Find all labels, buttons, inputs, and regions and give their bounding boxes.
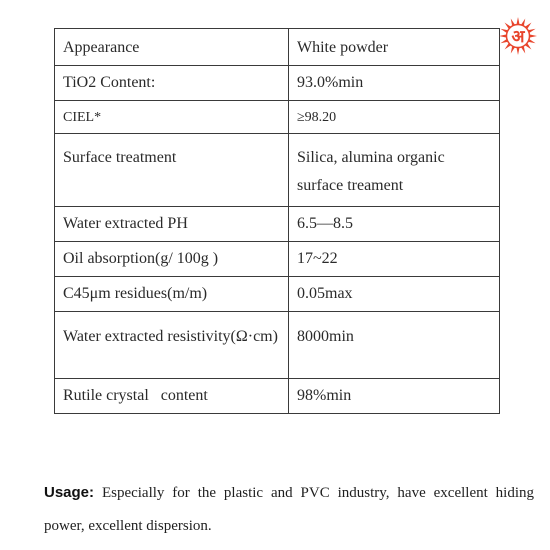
logo-ray	[517, 48, 520, 55]
value-cell: Silica, alumina organic surface treament	[289, 134, 500, 207]
logo-glyph: अ	[511, 27, 525, 47]
property-cell: Oil absorption(g/ 100g )	[55, 242, 289, 277]
table-row	[55, 379, 500, 414]
usage-text: Especially for the plastic and PVC industry, have excellent hiding power, excellent dispersion.	[44, 485, 535, 534]
logo-ray	[517, 17, 520, 24]
property-cell: Rutile crystal content	[55, 379, 289, 414]
value-cell: 17~22	[289, 242, 500, 277]
table-row	[55, 277, 500, 312]
table-row	[55, 242, 500, 277]
property-cell: C45μm residues(m/m)	[55, 277, 289, 312]
value-cell: 0.05max	[289, 277, 500, 312]
table-row	[55, 29, 500, 66]
usage-paragraph	[44, 476, 534, 543]
table-row	[55, 312, 500, 379]
value-cell: 93.0%min	[289, 66, 500, 101]
table-row	[55, 207, 500, 242]
usage-label: Usage:	[44, 484, 95, 501]
table-row	[55, 134, 500, 207]
value-cell: 6.5—8.5	[289, 207, 500, 242]
value-cell: White powder	[289, 29, 500, 66]
spec-table	[54, 28, 500, 414]
value-cell: ≥98.20	[289, 101, 500, 134]
table-row	[55, 66, 500, 101]
property-cell: CIEL*	[55, 101, 289, 134]
table-row	[55, 101, 500, 134]
logo-ray	[499, 35, 506, 38]
value-cell: 98%min	[289, 379, 500, 414]
property-cell: Water extracted PH	[55, 207, 289, 242]
property-cell: Appearance	[55, 29, 289, 66]
value-cell: 8000min	[289, 312, 500, 379]
property-cell: TiO2 Content:	[55, 66, 289, 101]
property-cell: Surface treatment	[55, 134, 289, 207]
logo-ray	[530, 35, 537, 38]
sunburst-logo-icon	[498, 16, 538, 56]
property-cell: Water extracted resistivity(Ω·cm)	[55, 312, 289, 379]
